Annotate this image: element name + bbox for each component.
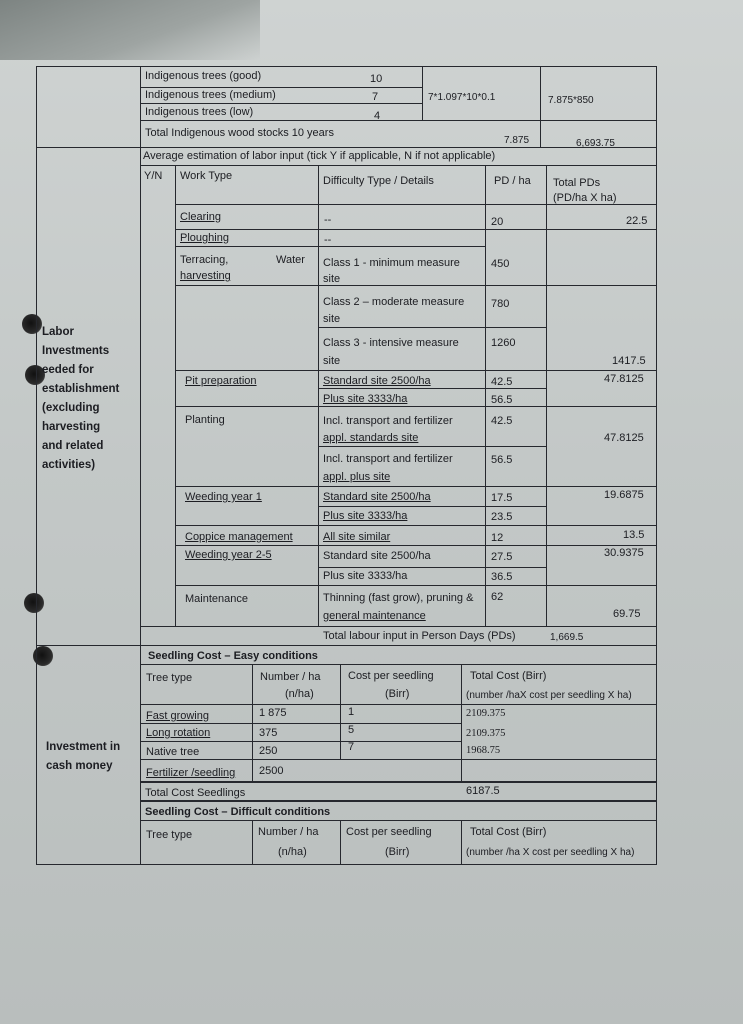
pd-clearing: 20 [491,216,504,228]
header-total-cost-2: Total Cost (Birr) [470,826,547,838]
header-yn: Y/N [144,170,163,182]
easy-total: 2109.375 [466,728,506,739]
header-work-type: Work Type [180,170,233,182]
detail-class2: Class 2 – moderate measure [323,296,465,308]
wood-total-value: 7.875 [504,135,530,146]
work-weeding-1: Weeding year 1 [185,491,262,503]
easy-cost: 5 [348,724,355,736]
detail-weeding1-std: Standard site 2500/ha [323,491,431,503]
labor-total-value: 1,669.5 [550,632,584,643]
pd-pit-plus: 56.5 [491,394,513,406]
work-clearing: Clearing [180,211,221,223]
detail-class2-site: site [323,313,341,325]
easy-type: Fast growing [146,710,209,722]
header-pd-ha: PD / ha [494,175,531,187]
header-difficulty: Difficulty Type / Details [323,175,434,187]
header-number-sub-2: (n/ha) [278,846,307,858]
pd-weeding1-std: 17.5 [491,492,513,504]
total-weeding1: 19.6875 [604,489,644,501]
detail-class3: Class 3 - intensive measure [323,337,459,349]
header-tree-type: Tree type [146,672,193,684]
wood-row-count: 10 [370,73,383,85]
work-pit: Pit preparation [185,375,257,387]
header-tree-type-2: Tree type [146,829,193,841]
wood-row-label: Indigenous trees (low) [145,106,254,118]
total-pit: 47.8125 [604,373,644,385]
wood-total-amount: 6,693.75 [576,138,615,149]
pd-weeding25-std: 27.5 [491,551,513,563]
header-number-sub: (n/ha) [285,688,314,700]
pd-weeding1-plus: 23.5 [491,511,513,523]
work-ploughing: Ploughing [180,232,229,244]
difficult-title: Seedling Cost – Difficult conditions [145,806,331,818]
work-terracing-water: Water [276,254,305,266]
pd-coppice: 12 [491,532,504,544]
detail-weeding25-plus: Plus site 3333/ha [323,570,408,582]
easy-cost: 1 [348,706,355,718]
punch-hole [22,314,42,334]
detail-pit-plus: Plus site 3333/ha [323,393,408,405]
wood-row-count: 4 [374,110,381,122]
detail-planting-plus-2: appl. plus site [323,471,391,483]
total-coppice: 13.5 [623,529,645,541]
work-terracing: Terracing, [180,254,229,266]
header-cost-2: Cost per seedling [346,826,432,838]
detail-pit-standard: Standard site 2500/ha [323,375,431,387]
detail-planting-plus: Incl. transport and fertilizer [323,453,453,465]
wood-total-label: Total Indigenous wood stocks 10 years [145,127,334,139]
detail-coppice: All site similar [323,531,391,543]
work-planting: Planting [185,414,225,426]
header-cost-sub-2: (Birr) [385,846,410,858]
detail-weeding1-plus: Plus site 3333/ha [323,510,408,522]
header-number-2: Number / ha [258,826,319,838]
easy-title: Seedling Cost – Easy conditions [148,650,318,662]
easy-number: 2500 [259,765,284,777]
total-maintenance: 69.75 [613,608,641,620]
wood-row-formula: 7*1.097*10*0.1 [428,92,496,103]
folded-corner-shadow [0,0,260,60]
header-cost: Cost per seedling [348,670,434,682]
easy-cost: 7 [348,741,355,753]
easy-number: 375 [259,727,278,739]
detail-maintenance-2: general maintenance [323,610,426,622]
total-class3: 1417.5 [612,355,646,367]
total-seedlings-label: Total Cost Seedlings [145,787,246,799]
pd-weeding25-plus: 36.5 [491,571,513,583]
work-weeding-2-5: Weeding year 2-5 [185,549,272,561]
easy-type: Long rotation [146,727,211,739]
total-planting: 47.8125 [604,432,644,444]
detail-ploughing: -- [324,234,332,246]
header-total-cost-sub-2: (number /ha X cost per seedling X ha) [466,847,635,858]
header-total-cost-sub: (number /haX cost per seedling X ha) [466,690,632,701]
pd-class3: 1260 [491,337,516,349]
detail-weeding25-std: Standard site 2500/ha [323,550,431,562]
cash-section-label: Investment in cash money [46,741,121,772]
easy-type: Fertilizer /seedling [146,767,236,779]
easy-number: 1 875 [259,707,287,719]
header-cost-sub: (Birr) [385,688,410,700]
labor-total-label: Total labour input in Person Days (PDs) [323,630,516,642]
detail-maintenance: Thinning (fast grow), pruning & [323,592,474,604]
labor-title: Average estimation of labor input (tick Y if applicable, N if not applicable) [143,150,496,162]
easy-type: Native tree [146,746,200,758]
wood-row-value: 7.875*850 [548,95,594,106]
pd-class2: 780 [491,298,510,310]
detail-class3-site: site [323,355,341,367]
easy-total: 1968.75 [466,745,501,756]
total-clearing: 22.5 [626,215,648,227]
work-maintenance: Maintenance [185,593,248,605]
pd-class1: 450 [491,258,510,270]
labor-section-label: Labor Investments eeded for establishment (excluding harvesting and related activities) [42,326,120,471]
easy-total: 2109.375 [466,708,506,719]
header-total-pds-sub: (PD/ha X ha) [553,192,617,204]
wood-row-count: 7 [372,91,379,103]
work-terracing-2: harvesting [180,270,231,282]
detail-clearing: -- [324,214,332,226]
total-seedlings-value: 6187.5 [466,785,500,797]
detail-class1-site: site [323,273,341,285]
easy-number: 250 [259,745,278,757]
detail-planting-std: Incl. transport and fertilizer [323,415,453,427]
pd-planting-std: 42.5 [491,415,513,427]
wood-row-label: Indigenous trees (medium) [145,89,276,101]
header-total-cost: Total Cost (Birr) [470,670,547,682]
pd-maintenance: 62 [491,591,504,603]
header-number: Number / ha [260,671,321,683]
work-coppice: Coppice management [185,531,293,543]
pd-pit-standard: 42.5 [491,376,513,388]
detail-class1: Class 1 - minimum measure [323,257,460,269]
punch-hole [24,593,44,613]
total-weeding25: 30.9375 [604,547,644,559]
header-total-pds: Total PDs [553,177,601,189]
detail-planting-std-2: appl. standards site [323,432,419,444]
pd-planting-plus: 56.5 [491,454,513,466]
wood-row-label: Indigenous trees (good) [145,70,262,82]
